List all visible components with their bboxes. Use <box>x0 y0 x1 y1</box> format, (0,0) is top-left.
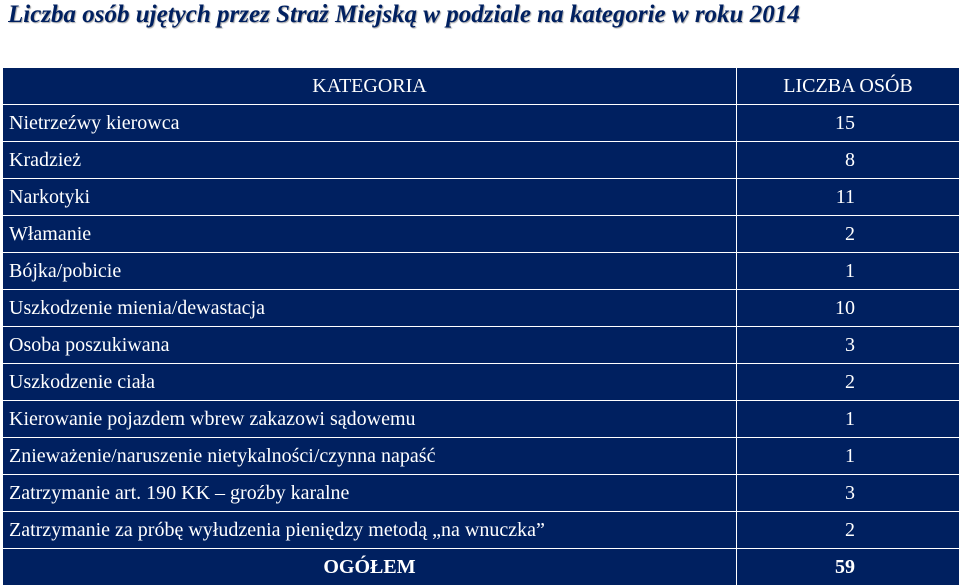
row-category: Kierowanie pojazdem wbrew zakazowi sądowemu <box>3 401 737 438</box>
row-count: 1 <box>737 253 960 290</box>
row-category: Uszkodzenie ciała <box>3 364 737 401</box>
row-count: 1 <box>737 438 960 475</box>
total-count: 59 <box>737 549 960 585</box>
row-count: 10 <box>737 290 960 327</box>
row-count: 1 <box>737 401 960 438</box>
table-row <box>3 438 959 475</box>
row-category: Uszkodzenie mienia/dewastacja <box>3 290 737 327</box>
table-row <box>3 401 959 438</box>
total-row <box>3 549 959 585</box>
table-row <box>3 105 959 142</box>
table-row <box>3 364 959 401</box>
page-title: Liczba osób ujętych przez Straż Miejską w podziale na kategorie w roku 2014 <box>8 0 960 30</box>
table-row <box>3 475 959 512</box>
row-category: Zatrzymanie za próbę wyłudzenia pieniędzy metodą „na wnuczka” <box>3 512 737 549</box>
row-count: 3 <box>737 475 960 512</box>
row-count: 2 <box>737 216 960 253</box>
category-table <box>3 68 959 585</box>
table-row <box>3 142 959 179</box>
row-count: 8 <box>737 142 960 179</box>
table-row <box>3 290 959 327</box>
table-row <box>3 253 959 290</box>
table-row <box>3 216 959 253</box>
row-category: Znieważenie/naruszenie nietykalności/czynna napaść <box>3 438 737 475</box>
row-count: 2 <box>737 512 960 549</box>
header-category: KATEGORIA <box>3 68 737 105</box>
row-category: Zatrzymanie art. 190 KK – groźby karalne <box>3 475 737 512</box>
table-row <box>3 512 959 549</box>
row-count: 2 <box>737 364 960 401</box>
row-count: 15 <box>737 105 960 142</box>
row-category: Włamanie <box>3 216 737 253</box>
table-row <box>3 179 959 216</box>
row-category: Nietrzeźwy kierowca <box>3 105 737 142</box>
row-category: Osoba poszukiwana <box>3 327 737 364</box>
row-category: Bójka/pobicie <box>3 253 737 290</box>
header-count: LICZBA OSÓB <box>737 68 960 105</box>
table-header-row <box>3 68 959 105</box>
row-count: 3 <box>737 327 960 364</box>
total-label: OGÓŁEM <box>3 549 737 585</box>
row-category: Kradzież <box>3 142 737 179</box>
row-count: 11 <box>737 179 960 216</box>
row-category: Narkotyki <box>3 179 737 216</box>
table-row <box>3 327 959 364</box>
